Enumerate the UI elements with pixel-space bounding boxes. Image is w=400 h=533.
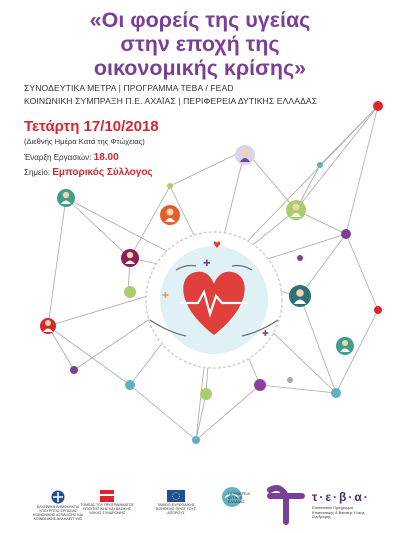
greek-emblem-icon [51,490,65,504]
svg-text:✚: ✚ [262,329,269,338]
eu-text: ΤΑΜΕΙΟ ΕΥΡΩΠΑΪΚΗΣ ΒΟΗΘΕΙΑΣ ΠΡΟΣ ΤΟΥΣ ΑΠΟΡΟΥΣ [156,503,196,515]
person-icon-9 [336,337,354,355]
region-text: ΠΕΡΙΦΕΡΕΙΑ ΔΥΤΙΚΗΣ ΕΛΛΑΔΑΣ [228,492,250,504]
person-icon-1 [57,189,75,207]
person-icon-4 [160,205,180,225]
start-label: Έναρξη Εργασιών: [24,153,92,162]
place-row [24,167,153,178]
title-line-2: στην εποχή της [120,32,280,56]
epsa-text: ΤΟΜΕΑΣ ΤΟΥ ΠΡΟΓΡΑΜΜΑΤΟΣ ΕΠΙΣΙΤΙΣΤΙΚΗΣ ΚΑΙ ΒΑΣΙΚΗΣ ΥΛΙΚΗΣ ΣΥΝΔΡΟΜΗΣ [80,503,134,515]
teva-logo-text: τ·ε·β·α· [312,490,370,504]
event-note: (Διεθνής Ημέρα Κατά της Φτώχειας) [24,137,145,146]
person-icon-2 [121,249,139,267]
ministry-logo [28,490,88,521]
place-label: Σημείο: [24,168,51,177]
person-icon-8 [124,286,136,298]
eu-logo [148,490,204,515]
title-line-1: «Οι φορείς της υγείας [89,8,311,32]
svg-text:♥: ♥ [213,241,222,251]
poster-title [0,8,400,80]
person-icon-5 [235,145,255,165]
start-time: 18.00 [93,152,119,163]
flag-icon [100,490,114,502]
event-date: Τετάρτη 17/10/2018 [24,118,159,135]
title-line-3: οικονομικής κρίσης» [93,56,307,80]
central-heart-illustration [146,232,282,368]
person-icon-7 [289,285,311,307]
person-icon-3 [40,318,56,334]
ministry-text: ΕΛΛΗΝΙΚΗ ΔΗΜΟΚΡΑΤΙΑ ΥΠΟΥΡΓΕΙΟ ΕΡΓΑΣΙΑΣ ΚΟΙΝΩΝΙΚΗΣ ΑΣΦΑΛΙΣΗΣ ΚΑΙ ΚΟΙΝΩΝΙΚΗΣ ΑΛΛΗΛΕΓΓΥΗΣ [33,505,83,521]
subtitle-block [24,82,317,108]
region-logo [204,486,260,509]
place-value: Εμπορικός Σύλλογος [52,167,153,178]
epsa-logo [80,490,134,515]
teva-mark-icon [264,482,308,526]
eu-flag-icon [167,490,185,502]
subtitle-line-2: ΚΟΙΝΩΝΙΚΗ ΣΥΜΠΡΑΞΗ Π.Ε. ΑΧΑΪΑΣ | ΠΕΡΙΦΕΡΕΙΑ ΔΥΤΙΚΗΣ ΕΛΛΑΔΑΣ [24,96,318,106]
teva-description: Επισιτιστικό Πρόγραμμα Επισιτιστικής & Βασικής Υλικής Συνδρομής [312,506,365,520]
start-time-row [24,152,119,163]
svg-text:✚: ✚ [203,259,211,269]
person-icon-6 [286,200,306,220]
svg-text:✚: ✚ [162,291,169,300]
subtitle-line-1: ΣΥΝΟΔΕΥΤΙΚΑ ΜΕΤΡΑ | ΠΡΟΓΡΑΜΜΑ ΤΕΒΑ / FEAD [24,83,234,93]
